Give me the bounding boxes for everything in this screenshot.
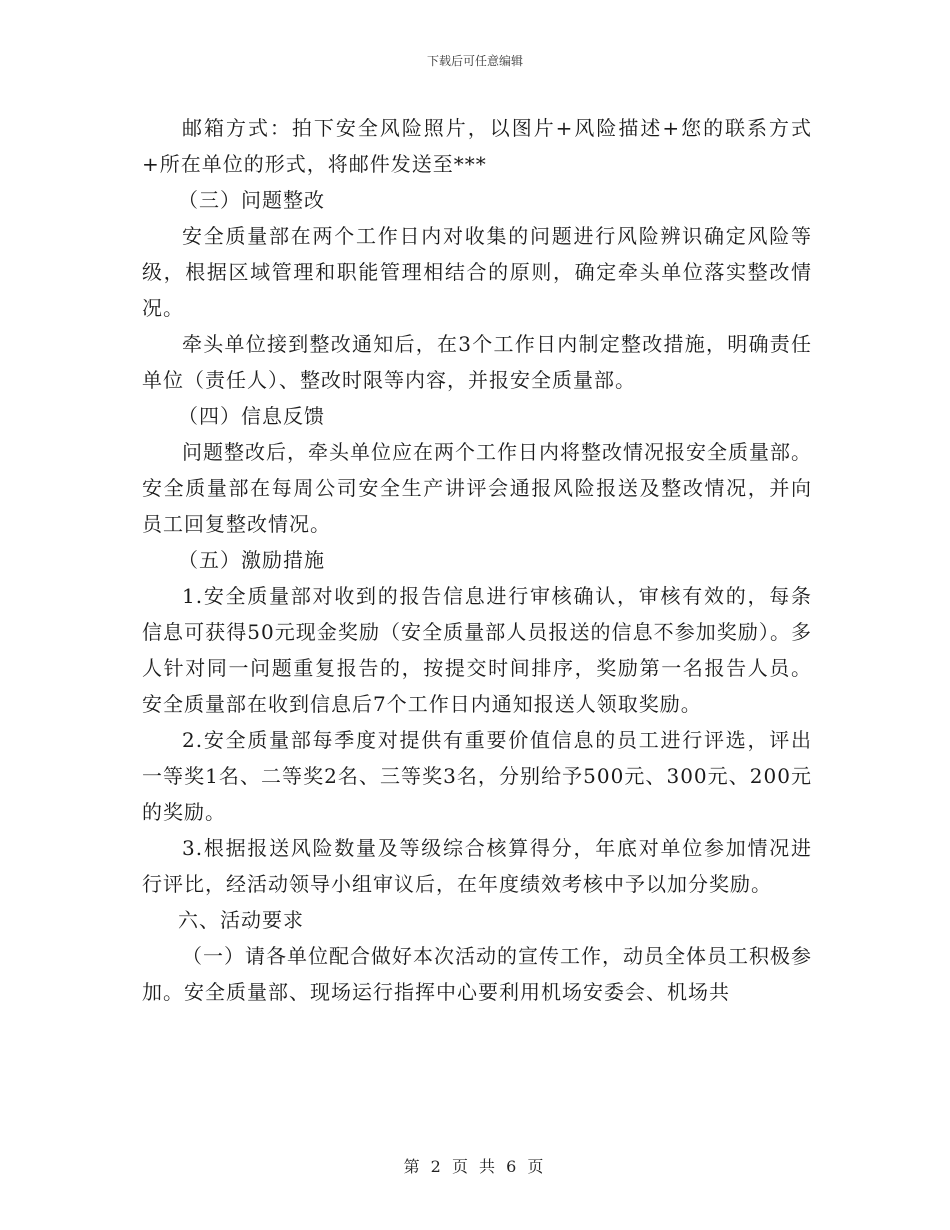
- paragraph-rectification-measures: 牵头单位接到整改通知后，在3个工作日内制定整改措施，明确责任单位（责任人）、整改时限等内容，并报安全质量部。: [142, 332, 812, 392]
- paragraph-email-method: 邮箱方式：拍下安全风险照片，以图片+风险描述+您的联系方式+所在单位的形式，将邮件发送至***: [142, 116, 812, 176]
- paragraph-requirement-1: （一）请各单位配合做好本次活动的宣传工作，动员全体员工积极参加。安全质量部、现场运行指挥中心要利用机场安委会、机场共: [142, 944, 812, 1004]
- page-number-footer: 第 2 页 共 6 页: [403, 1157, 547, 1176]
- document-body: [142, 110, 812, 1010]
- paragraph-incentive-1: 1.安全质量部对收到的报告信息进行审核确认，审核有效的，每条信息可获得50元现金奖励（安全质量部人员报送的信息不参加奖励）。多人针对同一问题重复报告的，按提交时间排序，奖励第一名报告人员。安全质量部在收到信息后7个工作日内通知报送人领取奖励。: [142, 584, 812, 716]
- section-heading-feedback: （四）信息反馈: [178, 404, 325, 428]
- paragraph-feedback: 问题整改后，牵头单位应在两个工作日内将整改情况报安全质量部。安全质量部在每周公司安全生产讲评会通报风险报送及整改情况，并向员工回复整改情况。: [142, 440, 812, 536]
- section-heading-incentives: （五）激励措施: [178, 548, 325, 572]
- section-heading-rectification: （三）问题整改: [178, 188, 325, 212]
- paragraph-incentive-2: 2.安全质量部每季度对提供有重要价值信息的员工进行评选，评出一等奖1名、二等奖2名、三等奖3名，分别给予500元、300元、200元的奖励。: [142, 728, 812, 824]
- paragraph-incentive-3: 3.根据报送风险数量及等级综合核算得分，年底对单位参加情况进行评比，经活动领导小组审议后，在年度绩效考核中予以加分奖励。: [142, 836, 812, 896]
- section-heading-requirements: 六、活动要求: [178, 908, 304, 932]
- paragraph-risk-identification: 安全质量部在两个工作日内对收集的问题进行风险辨识确定风险等级，根据区域管理和职能管理相结合的原则，确定牵头单位落实整改情况。: [142, 224, 812, 320]
- page-header: 下载后可任意编辑: [426, 54, 523, 68]
